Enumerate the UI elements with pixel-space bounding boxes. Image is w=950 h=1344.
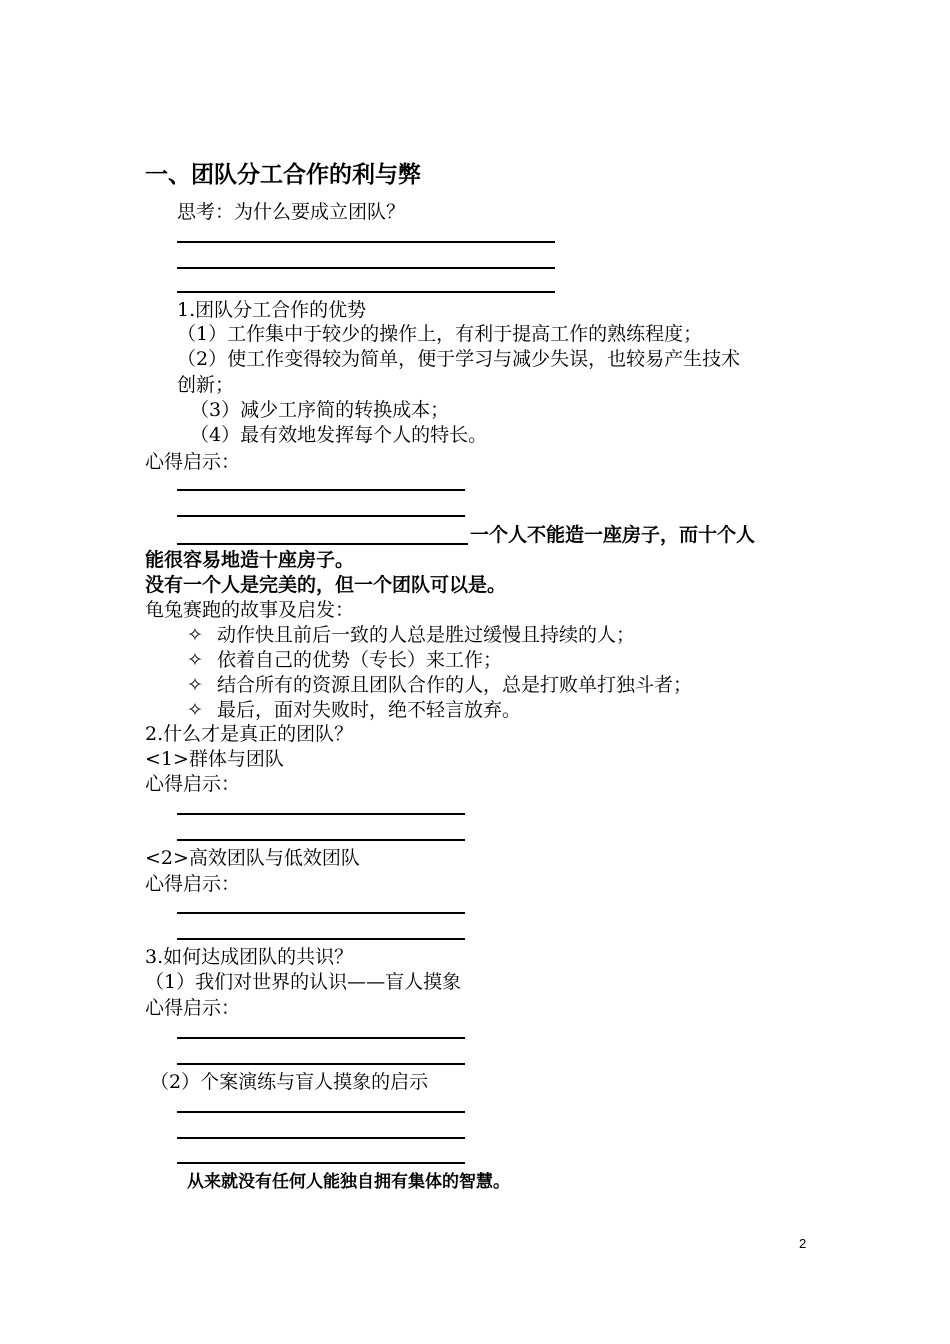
bullet-icon: ✧ (187, 649, 203, 671)
answer-line (177, 543, 468, 545)
answer-line (177, 267, 555, 269)
answer-line (177, 813, 465, 815)
insight-label: 心得启示： (145, 451, 241, 473)
advantage-item-cont: 创新； (177, 374, 235, 396)
list-item: ✧ 结合所有的资源且团队合作的人，总是打败单打独斗者； (187, 674, 693, 696)
think-question: 思考：为什么要成立团队？ (177, 201, 406, 223)
sec3-sub1: （1）我们对世界的认识——盲人摸象 (145, 971, 462, 993)
answer-line (177, 938, 465, 940)
answer-line (177, 839, 465, 841)
answer-line (177, 1162, 465, 1164)
quote-line: 能很容易地造十座房子。 (145, 549, 355, 571)
advantage-item: （2）使工作变得较为简单，便于学习与减少失误，也较易产生技术 (177, 348, 741, 370)
advantage-item: （4）最有效地发挥每个人的特长。 (190, 424, 488, 446)
answer-line (177, 515, 465, 517)
insight-label: 心得启示： (145, 773, 241, 795)
answer-line (177, 1137, 465, 1139)
page-number: 2 (799, 1236, 807, 1251)
answer-line (177, 291, 555, 293)
sec3-title: 3.如何达成团队的共识？ (145, 946, 354, 968)
insight-label: 心得启示： (145, 997, 241, 1019)
list-item: ✧ 最后，面对失败时，绝不轻言放弃。 (187, 699, 522, 721)
answer-line (177, 489, 465, 491)
sec2-sub1: <1>群体与团队 (145, 748, 284, 770)
closing-quote: 从来就没有任何人能独自拥有集体的智慧。 (187, 1172, 510, 1192)
answer-line (177, 1037, 465, 1039)
section-heading: 一、团队分工合作的利与弊 (145, 161, 421, 188)
race-title: 龟兔赛跑的故事及启发： (145, 599, 355, 621)
answer-line (177, 912, 465, 914)
answer-line (177, 1063, 465, 1065)
quote-line: 没有一个人是完美的，但一个团队可以是。 (145, 574, 507, 596)
bullet-icon: ✧ (187, 624, 203, 646)
advantage-item: （1）工作集中于较少的操作上，有利于提高工作的熟练程度； (177, 323, 703, 345)
advantage-item: （3）减少工序简的转换成本； (190, 399, 450, 421)
list-item: ✧ 动作快且前后一致的人总是胜过缓慢且持续的人； (187, 624, 636, 646)
bullet-icon: ✧ (187, 674, 203, 696)
answer-line (177, 1111, 465, 1113)
quote-line: 一个人不能造一座房子，而十个人 (470, 524, 756, 546)
list-item: ✧ 依着自己的优势（专长）来工作； (187, 649, 503, 671)
sec2-sub2: <2>高效团队与低效团队 (145, 847, 360, 869)
sec2-title: 2.什么才是真正的团队？ (145, 723, 354, 745)
sec3-sub2: （2）个案演练与盲人摸象的启示 (150, 1071, 429, 1093)
sec1-title: 1.团队分工合作的优势 (177, 299, 367, 321)
answer-line (177, 241, 555, 243)
insight-label: 心得启示： (145, 873, 241, 895)
bullet-icon: ✧ (187, 699, 203, 721)
